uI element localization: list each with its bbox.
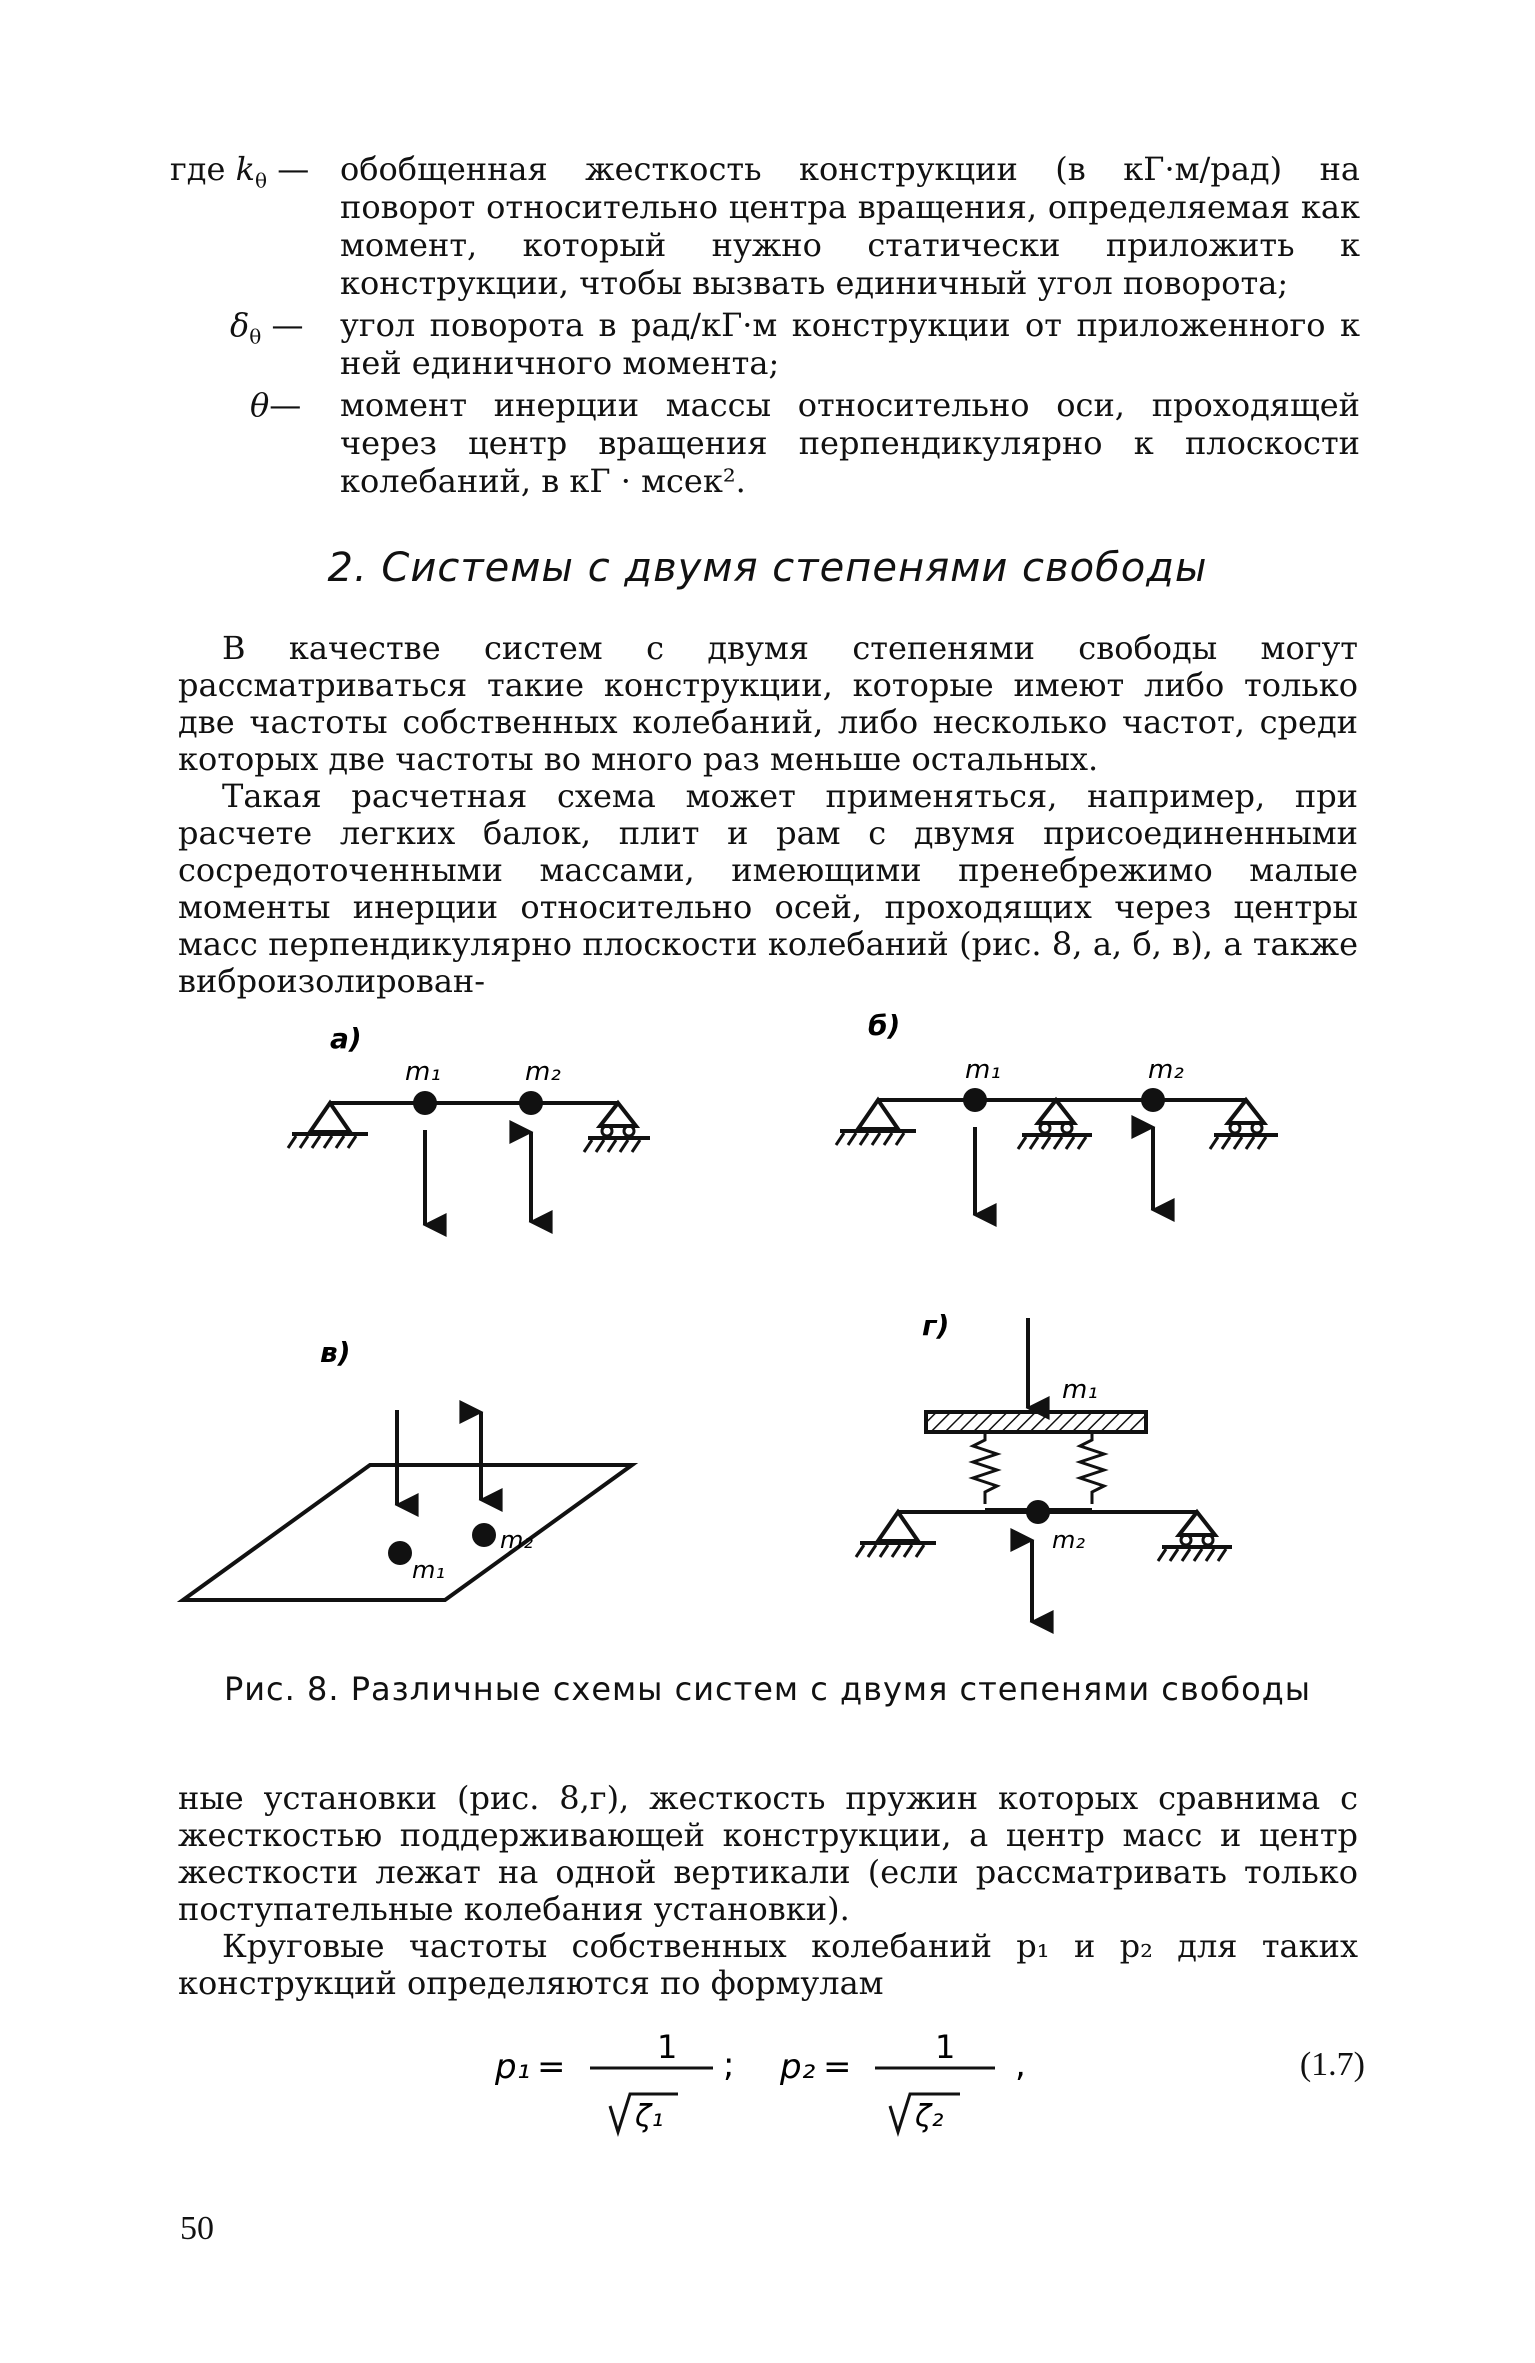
paragraph: ные установки (рис. 8,г), жесткость пружин которых сравнима с жесткостью поддерживающей конструкции, а центр масс и центр жесткости лежат на одной вертикали (если рассматривать только поступательные колебания установки).	[178, 1779, 1358, 1928]
formula-zeta1: ζ₁	[635, 2099, 664, 2134]
spring-icon	[1080, 1432, 1104, 1504]
isolated-unit-mass	[926, 1412, 1146, 1432]
paragraph: В качестве систем с двумя степенями свободы могут рассматриваться такие конструкции, которые имеют либо только две частоты собственных колебаний, либо несколько частот, среди которых две частоты во много раз меньше остальных.	[178, 629, 1358, 778]
mass-m2	[1141, 1088, 1165, 1112]
mass-label-m2: m₂	[1052, 1526, 1085, 1554]
def-symbol: k	[235, 150, 255, 188]
text-block-bottom	[178, 1780, 1358, 2002]
formula-numerator: 1	[657, 2028, 678, 2066]
roller-support-icon	[1018, 1100, 1092, 1149]
equation-number: (1.7)	[1299, 2046, 1365, 2083]
page-number: 50	[180, 2210, 214, 2247]
formula-1-7	[495, 2018, 1365, 2138]
def-symbol-sub: θ	[254, 168, 268, 193]
paragraph: Круговые частоты собственных колебаний p₁ и p₂ для таких конструкций определяются по формулам	[178, 1927, 1358, 2002]
def-symbol: δ	[230, 306, 250, 344]
pinned-support-icon	[288, 1103, 368, 1148]
mass-m1	[963, 1088, 987, 1112]
figure-caption: Рис. 8. Различные схемы систем с двумя степенями свободы	[223, 1670, 1312, 1708]
mass-label-m1: m₁	[405, 1057, 441, 1087]
mass-m1	[413, 1091, 437, 1115]
mass-m2	[1026, 1500, 1050, 1524]
panel-a	[288, 1022, 650, 1225]
panel-label-a: а)	[330, 1022, 362, 1055]
formula-sep: ;	[723, 2045, 735, 2085]
panel-b	[836, 1009, 1278, 1215]
spring-icon	[973, 1432, 997, 1504]
mass-label-m1: m₁	[965, 1055, 1001, 1085]
def-dash: —	[269, 386, 302, 424]
mass-label-m2: m₂	[500, 1526, 533, 1554]
roller-support-icon	[584, 1103, 650, 1152]
plate	[183, 1465, 632, 1600]
roller-support-icon	[1158, 1512, 1232, 1561]
formula-end: ,	[1015, 2045, 1026, 2085]
section-title: 2. Системы с двумя степенями свободы	[327, 545, 1208, 591]
formula-eq: =	[537, 2047, 566, 2087]
mass-label-m2: m₂	[525, 1057, 561, 1087]
def-symbol-sub: θ	[249, 324, 262, 349]
panel-c	[183, 1336, 632, 1600]
panel-d	[856, 1309, 1232, 1622]
def-text: угол поворота в рад/кГ·м конструкции от приложенного к ней единичного момента;	[340, 306, 1360, 382]
def-dash: —	[267, 150, 310, 188]
mass-m2	[519, 1091, 543, 1115]
formula-p2: p₂	[780, 2047, 816, 2087]
formula-numerator2: 1	[935, 2028, 956, 2066]
panel-label-d: г)	[922, 1309, 950, 1342]
paragraph: Такая расчетная схема может применяться, например, при расчете легких балок, плит и рам с двумя присоединенными сосредоточенными массами, имеющими пренебрежимо малые моменты инерции относительно осей, проходящих через центры масс перпендикулярно плоскости колебаний (рис. 8, а, б, в), а также виброизолирован-	[178, 777, 1358, 1000]
mass-m1	[388, 1541, 412, 1565]
def-text: обобщенная жесткость конструкции (в кГ·м/рад) на поворот относительно центра вращения, определяемая как момент, который нужно статически приложить к конструкции, чтобы вызвать единичный угол поворота;	[340, 150, 1360, 302]
mass-label-m2: m₂	[1148, 1055, 1184, 1085]
def-dash: —	[261, 306, 304, 344]
def-lead-prefix: где	[170, 150, 236, 188]
def-text: момент инерции массы относительно оси, проходящей через центр вращения перпендикулярно к плоскости колебаний, в кГ · мсек².	[340, 386, 1360, 500]
formula-p1: p₁	[495, 2047, 531, 2087]
panel-label-c: в)	[320, 1336, 351, 1369]
pinned-support-icon	[856, 1512, 936, 1557]
roller-support-icon	[1210, 1100, 1278, 1149]
formula-svg	[495, 2018, 1055, 2138]
def-symbol: θ	[250, 386, 270, 424]
formula-eq2: =	[823, 2047, 852, 2087]
mass-m2	[472, 1523, 496, 1547]
panel-label-b: б)	[868, 1009, 901, 1042]
formula-zeta2: ζ₂	[915, 2099, 944, 2134]
mass-label-m1: m₁	[1062, 1375, 1098, 1405]
pinned-support-icon	[836, 1100, 916, 1145]
mass-label-m1: m₁	[412, 1556, 445, 1584]
